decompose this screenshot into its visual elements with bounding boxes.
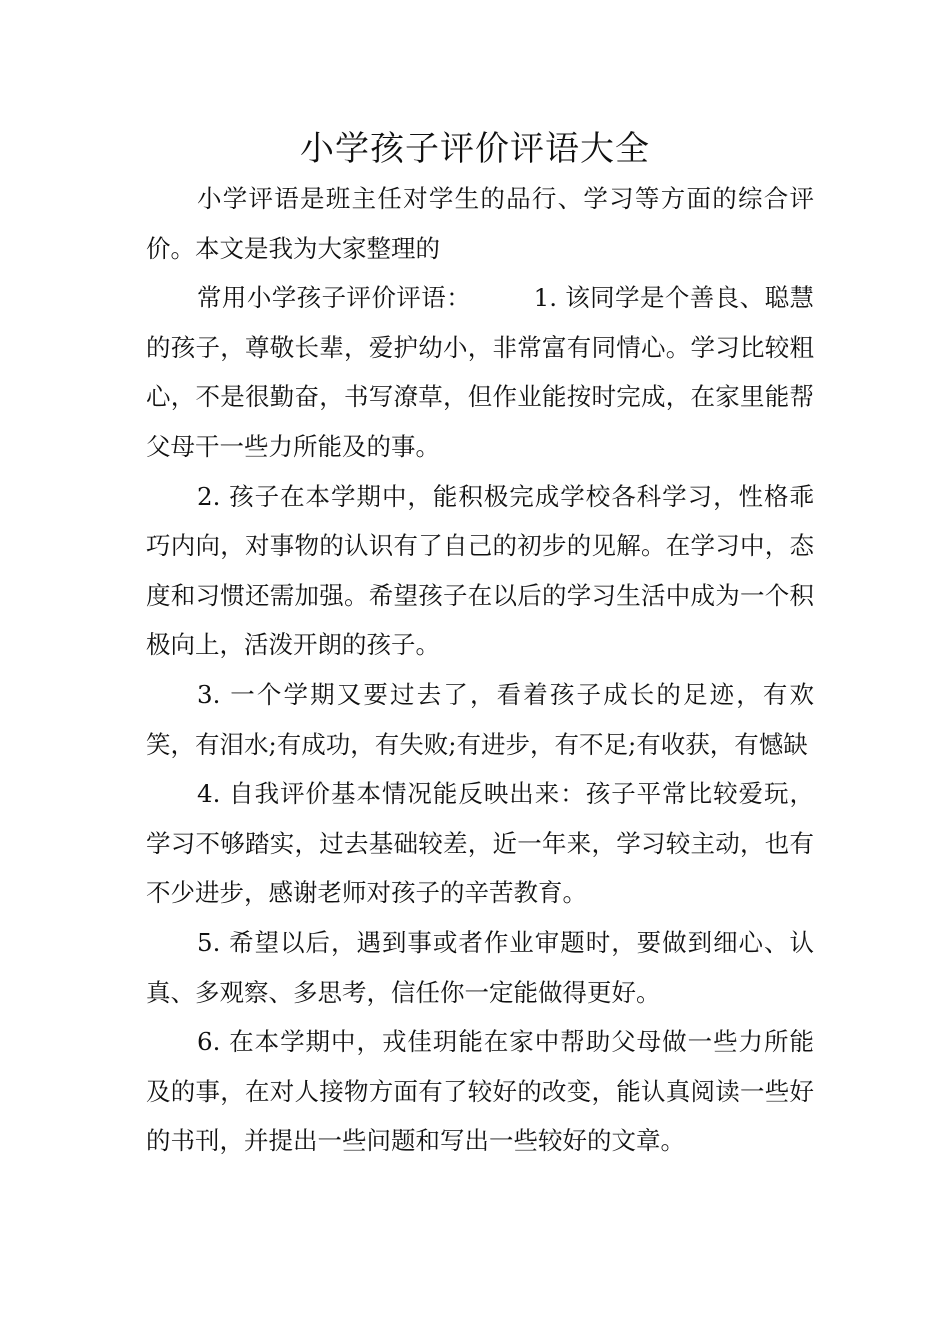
paragraph-item-3: 3. 一个学期又要过去了，看着孩子成长的足迹，有欢笑，有泪水;有成功，有失败;有进步，有不足;有收获，有憾缺 bbox=[146, 679, 814, 759]
paragraph-item-5: 5. 希望以后，遇到事或者作业审题时，要做到细心、认真、多观察、多思考，信任你一定能做得更好。 bbox=[146, 927, 814, 1007]
paragraph-item-6: 6. 在本学期中，戎佳玥能在家中帮助父母做一些力所能及的事，在对人接物方面有了较好的改变，能认真阅读一些好的书刊，并提出一些问题和写出一些较好的文章。 bbox=[146, 1027, 814, 1156]
document-title: 小学孩子评价评语大全 bbox=[300, 129, 650, 169]
paragraph-item-2: 2. 孩子在本学期中，能积极完成学校各科学习，性格乖巧内向，对事物的认识有了自己的初步的见解。在学习中，态度和习惯还需加强。希望孩子在以后的学习生活中成为一个积极向上，活泼开朗的孩子。 bbox=[146, 481, 814, 660]
intro-paragraph: 小学评语是班主任对学生的品行、学习等方面的综合评价。本文是我为大家整理的 bbox=[146, 184, 814, 263]
paragraph-item-1: 常用小学孩子评价评语： 1. 该同学是个善良、聪慧的孩子，尊敬长辈，爱护幼小，非常富有同情心。学习比较粗心，不是很勤奋，书写潦草，但作业能按时完成，在家里能帮父母干一些力所能及的事。 bbox=[146, 283, 814, 461]
paragraph-item-4: 4. 自我评价基本情况能反映出来：孩子平常比较爱玩，学习不够踏实，过去基础较差，近一年来，学习较主动，也有不少进步，感谢老师对孩子的辛苦教育。 bbox=[146, 779, 814, 908]
document-body bbox=[146, 174, 814, 1166]
